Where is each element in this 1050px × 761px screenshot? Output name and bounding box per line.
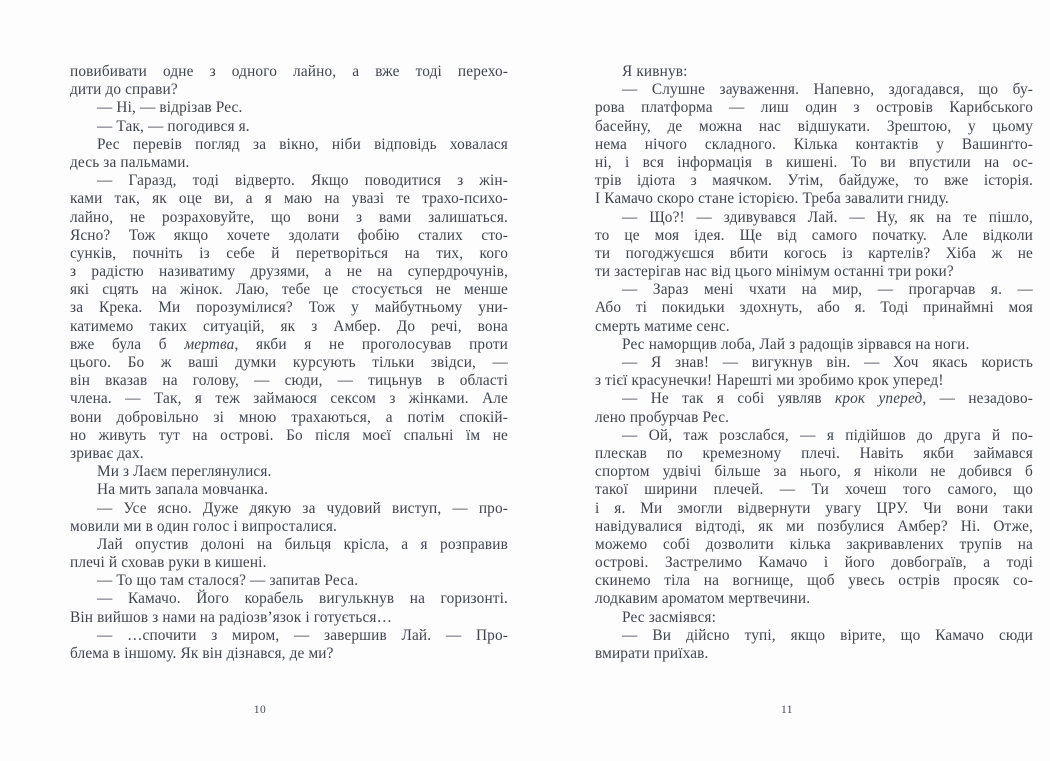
text-line xyxy=(70,318,508,336)
text-run: він вказав на голову, — сюди, — тицьнув в області xyxy=(70,372,508,390)
text-run: повибивати одне з одного лайно, а вже тоді перехо- xyxy=(70,63,508,80)
text-run: Ясно? Тож якщо хочете здолати фобію сталих сто- xyxy=(70,226,508,244)
text-run: плечі й сховав руки в кишені. xyxy=(70,554,267,572)
text-run: — Я знав! — вигукнув він. — Хоч якась користь xyxy=(622,354,1033,371)
text-run: — То що там сталося? — запитав Реса. xyxy=(97,572,359,590)
text-line xyxy=(595,627,1033,645)
text-run: , — незадово- xyxy=(922,390,1033,408)
text-run: вони добровільно зі мною трахаються, а потім спокій- xyxy=(70,408,508,426)
text-line xyxy=(70,154,508,172)
text-run: зриває дах. xyxy=(70,444,144,462)
text-line xyxy=(70,209,508,227)
text-run: Або ті покидьки здохнуть, або я. Тоді принаймні моя xyxy=(595,299,1033,317)
text-line xyxy=(70,572,508,590)
text-line xyxy=(595,372,1033,390)
text-line xyxy=(595,500,1033,518)
text-run: Лай опустив долоні на бильця крісла, а я розправив xyxy=(97,535,508,553)
text-run: — Так, — погодився я. xyxy=(97,117,250,135)
text-line xyxy=(595,81,1033,99)
text-run: — Усе ясно. Дуже дякую за чудовий виступ, — про- xyxy=(97,499,508,517)
text-run: лайно, не розраховуйте, що вони з вами залишаться. xyxy=(70,208,508,226)
text-line xyxy=(595,554,1033,572)
text-run: з тієї красунечки! Нарешті ми зробимо крок уперед! xyxy=(595,372,944,390)
text-run: спортом удвічі більше за нього, я ніколи не добився б xyxy=(595,463,1033,481)
text-run: ти застерігав нас від цього мінімум останні три роки? xyxy=(595,263,954,281)
text-line xyxy=(70,172,508,190)
text-run: навідувалися відтоді, як ми позбулися Амбер? Ні. Отже, xyxy=(595,517,1033,535)
text-line xyxy=(70,81,508,99)
text-run: вмирати приїхав. xyxy=(595,645,709,662)
text-line xyxy=(70,481,508,499)
text-line xyxy=(70,645,508,663)
page-right-text xyxy=(595,63,1033,663)
text-line xyxy=(70,554,508,572)
text-run: вже була б xyxy=(70,335,185,353)
text-line xyxy=(595,99,1033,117)
text-run: — Камачо. Його корабель вигулькнув на горизонті. xyxy=(97,590,508,608)
text-run: можемо собі дозволити кілька закривавлених трупів на xyxy=(595,535,1033,553)
text-run: з радістю називатиму друзями, а не на супердрочунів, xyxy=(70,263,508,281)
text-line xyxy=(70,118,508,136)
text-run: плескав по кремезному плечі. Навіть якби займався xyxy=(595,444,1033,462)
text-line xyxy=(70,590,508,608)
text-line xyxy=(595,645,1033,663)
text-line xyxy=(70,518,508,536)
text-line xyxy=(70,190,508,208)
text-line xyxy=(70,390,508,408)
text-run: Ми з Лаєм переглянулися. xyxy=(97,463,272,481)
text-line xyxy=(70,354,508,372)
text-run: І Камачо скоро стане історією. Треба завалити гниду. xyxy=(595,190,949,208)
text-run: мовили ми в один голос і випросталися. xyxy=(70,517,338,535)
text-line xyxy=(595,390,1033,408)
text-run: Він вийшов з нами на радіозв’язок і готується… xyxy=(70,608,393,626)
text-run: Рес наморщив лоба, Лай з радощів зірвався на ноги. xyxy=(622,335,970,353)
text-run: — Що?! — здивувався Лай. — Ну, як на те пішло, xyxy=(622,208,1033,226)
text-line xyxy=(595,245,1033,263)
text-line xyxy=(595,299,1033,317)
page-left xyxy=(70,0,508,761)
text-line xyxy=(70,463,508,481)
text-run: лено пробурчав Рес. xyxy=(595,408,730,426)
text-line xyxy=(595,445,1033,463)
text-line xyxy=(595,590,1033,608)
text-line xyxy=(595,354,1033,372)
text-line xyxy=(70,99,508,117)
text-line xyxy=(70,299,508,317)
text-line xyxy=(70,227,508,245)
text-line xyxy=(595,154,1033,172)
text-line xyxy=(70,627,508,645)
text-run: Рес засміявся: xyxy=(622,608,716,626)
text-line xyxy=(595,609,1033,627)
text-run: Я кивнув: xyxy=(622,63,688,80)
text-line xyxy=(70,445,508,463)
text-line xyxy=(70,136,508,154)
text-run: нема нічого складного. Кілька контактів у Вашинґто- xyxy=(595,135,1033,153)
text-line xyxy=(70,281,508,299)
text-run: , якби я не проголосував проти xyxy=(234,335,508,353)
text-run: — Гаразд, тоді відверто. Якщо поводитися з жін- xyxy=(97,172,508,190)
text-run: — …спочити з миром, — завершив Лай. — Про- xyxy=(97,626,508,644)
text-run: десь за пальмами. xyxy=(70,153,190,171)
text-run: ні, і вся інформація в кишені. То ви впустили на ос- xyxy=(595,153,1033,171)
text-line xyxy=(70,245,508,263)
page-number-left: 10 xyxy=(253,704,267,716)
text-run: і я. Ми змогли відвернути увагу ЦРУ. Чи вони таки xyxy=(595,499,1033,517)
text-line xyxy=(595,263,1033,281)
text-line xyxy=(70,536,508,554)
page-number-right: 11 xyxy=(780,704,794,716)
text-line xyxy=(595,518,1033,536)
text-line xyxy=(595,409,1033,427)
text-run: — Ні, — відрізав Рес. xyxy=(97,99,243,117)
text-run: Рес перевів погляд за вікно, ніби відповідь ховалася xyxy=(97,135,508,153)
text-run: які сцять на жінок. Лаю, тебе це стосується не менше xyxy=(70,281,508,299)
text-run: — Слушне зауваження. Напевно, здогадався, що бу- xyxy=(622,81,1033,99)
text-line xyxy=(595,481,1033,499)
text-line xyxy=(595,281,1033,299)
text-line xyxy=(595,136,1033,154)
text-line xyxy=(595,190,1033,208)
page-right xyxy=(595,0,1033,761)
text-line xyxy=(70,500,508,518)
text-run: катимемо таких ситуацій, як з Амбер. До речі, вона xyxy=(70,317,508,335)
text-line xyxy=(70,427,508,445)
text-line xyxy=(595,572,1033,590)
text-run: рова платформа — лиш один з островів Карибського xyxy=(595,99,1033,117)
text-run: то це моя ідея. Ще від самого початку. Але відколи xyxy=(595,226,1033,244)
text-line xyxy=(70,63,508,81)
text-run: члена. — Так, я теж займаюся сексом з жінками. Але xyxy=(70,390,508,408)
text-run: смерть матиме сенс. xyxy=(595,317,730,335)
text-line xyxy=(70,609,508,627)
text-run: трів ідіота з маячком. Утім, байдуже, то вже історія. xyxy=(595,172,1033,190)
page-left-text xyxy=(70,63,508,663)
text-run: — Ви дійсно тупі, якщо вірите, що Камачо сюди xyxy=(622,626,1033,644)
text-line xyxy=(595,209,1033,227)
text-line xyxy=(70,336,508,354)
text-run: за Крека. Ми порозумілися? Тож у майбутньому уни- xyxy=(70,299,508,317)
text-run: но живуть тут на острові. Бо після моєї спальні їм не xyxy=(70,426,508,444)
text-run: острові. Застрелимо Камачо і його довбограїв, а тоді xyxy=(595,554,1033,572)
text-line xyxy=(595,227,1033,245)
text-run: — Зараз мені чхати на мир, — прогарчав я. — xyxy=(622,281,1033,299)
emphasized-text: крок уперед xyxy=(835,390,923,408)
text-run: ками так, як оце ви, а я маю на увазі те трахо-психо- xyxy=(70,190,508,208)
text-run: блема в іншому. Як він дізнався, де ми? xyxy=(70,645,334,662)
text-line xyxy=(70,409,508,427)
text-run: ти погоджуєшся вбити когось із картелів? Хіба ж не xyxy=(595,244,1033,262)
text-line xyxy=(70,263,508,281)
text-run: — Ой, таж розслабся, — я підійшов до друга й по- xyxy=(622,426,1033,444)
text-line xyxy=(70,372,508,390)
text-run: басейну, де можна нас відшукати. Зрештою, у цьому xyxy=(595,117,1033,135)
text-line xyxy=(595,336,1033,354)
text-line xyxy=(595,172,1033,190)
text-line xyxy=(595,427,1033,445)
text-run: На мить запала мовчанка. xyxy=(97,481,269,499)
text-run: сунків, почніть із себе й перетворіться на тих, кого xyxy=(70,244,508,262)
text-line xyxy=(595,536,1033,554)
emphasized-text: мертва xyxy=(184,335,235,353)
text-run: — Не так я собі уявляв xyxy=(622,390,836,408)
text-line xyxy=(595,63,1033,81)
text-run: такої ширини плечей. — Ти хочеш того самого, що xyxy=(595,481,1033,499)
text-line xyxy=(595,318,1033,336)
text-run: дити до справи? xyxy=(70,81,178,99)
text-run: цього. Бо ж ваші думки курсують тільки звідси, — xyxy=(70,354,508,371)
text-line xyxy=(595,463,1033,481)
text-line xyxy=(595,118,1033,136)
text-run: лодкавим ароматом мертвечини. xyxy=(595,590,811,608)
text-run: скинемо тіла на вогнище, щоб увесь острів просяк со- xyxy=(595,572,1033,590)
